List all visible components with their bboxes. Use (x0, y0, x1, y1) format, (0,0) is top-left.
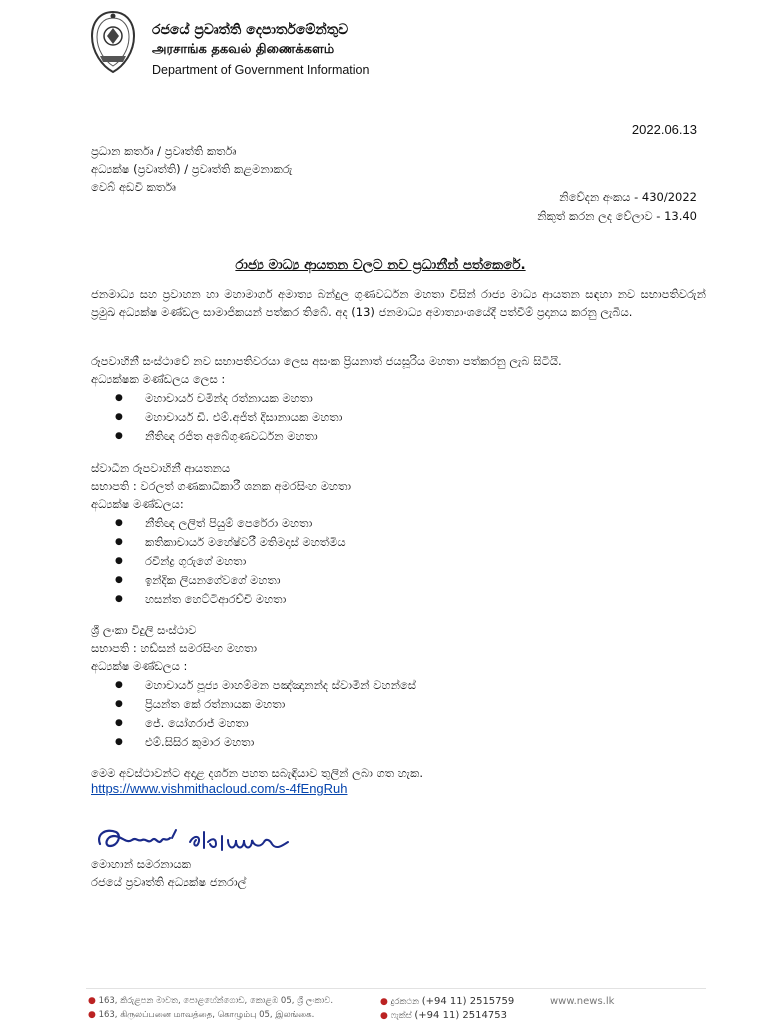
fax-icon: ● (380, 1011, 388, 1021)
list-item: ● මහාචාර්ය පූජ්‍ය මාහම්මන පඤ්ඤානන්ද ස්වාමීන් වහන්සේ (115, 676, 416, 695)
section2-members-list (115, 514, 346, 609)
footer-address-sinhala: ● 163, කිරුළපන මාවත, පොළහේන්ගොඩ, කොළඹ 05, ශ්‍රී ලංකාව. (88, 996, 334, 1006)
press-release-title: රාජ්‍ය මාධ්‍ය ආයතන වලට නව ප්‍රධානීන් පත්කෙරේ. (235, 257, 526, 273)
department-name-sinhala: රජයේ ප්‍රවෘත්ති දෙපාර්තමේන්තුව (152, 22, 349, 38)
intro-paragraph: ජනමාධ්‍ය සහ ප්‍රවාහන හා මහාමාර්ග අමාත්‍ය බන්දුල ගුණවර්ධන මහතා විසින් රාජ්‍ය මාධ්‍ය ආයතන සඳහා නව සභාපතිවරුන් ප්‍රමුඛ අධ්‍යක්ෂ මණ්ඩල සාමාජිකයන් පත්කර තිබේ. අද (13) ජනමාධ්‍ය අමාත්‍යාංශයේදී පත්වීම් ප්‍රදානය කරනු ලැබීය. (91, 287, 706, 319)
list-item: ● රවීන්ද්‍ර ගුරුගේ මහතා (115, 552, 346, 571)
department-name-tamil: அரசாங்க தகவல் திணைக்களம் (152, 42, 335, 57)
list-item: ● මහාචාර්ය ඩී. එම්.අජිත් දිසානායක මහතා (115, 408, 342, 427)
section1-members-list (115, 389, 342, 446)
department-name-english: Department of Government Information (152, 63, 370, 77)
bullet-icon: ● (88, 996, 96, 1006)
release-time: නිකුත් කරන ලද වේලාව - 13.40 (537, 209, 697, 223)
section2-board-label: අධ්‍යක්ෂ මණ්ඩලය: (91, 497, 184, 511)
recipient-line-2: අධ්‍යක්ෂ (ප්‍රවෘත්ති) / ප්‍රවෘත්ති කළමනාකරු (91, 162, 293, 176)
bullet-icon: ● (88, 1010, 96, 1020)
section3-board-label: අධ්‍යක්ෂ මණ්ඩලය : (91, 659, 188, 673)
recipient-line-1: ප්‍රධාන කර්තෘ / ප්‍රවෘත්ති කර්තෘ (91, 144, 237, 158)
section2-institution-name: ස්වාධීන රූපවාහිනී ආයතනය (91, 461, 231, 475)
list-item: ● හසන්ත හෙට්ටිආරච්චි මහතා (115, 590, 346, 609)
footer-address-tamil: ● 163, கிருலப்பனை மாவத்தை, கொழும்பு 05, இலங்கை. (88, 1010, 315, 1020)
list-item: ● නීතිඥ රජිත අබේගුණවර්ධන මහතා (115, 427, 342, 446)
section1-chairman-line: රූපවාහිනී සංස්ථාවේ නව සභාපතිවරයා ලෙස අසංක ප්‍රියනාත් ජයසූරිය මහතා පත්කරනු ලැබ සිටියි. (91, 354, 562, 368)
footage-link[interactable]: https://www.vishmithacloud.com/s-4fEngRuh (91, 781, 348, 796)
phone-icon: ● (380, 997, 388, 1007)
government-emblem-logo (86, 10, 140, 76)
footer-phone: ● දුරකථන (+94 11) 2515759 (380, 996, 515, 1007)
footer-website: www.news.lk (550, 996, 615, 1007)
list-item: ● ඉන්දික ලියනගේවගේ මහතා (115, 571, 346, 590)
footer-divider (86, 988, 706, 989)
release-date: 2022.06.13 (631, 122, 697, 137)
list-item: ● කතිකාචාර්ය මහේෂ්වරී මතිමදාස් මහත්මිය (115, 533, 346, 552)
footer-fax: ● ෆැක්ස් (+94 11) 2514753 (380, 1010, 507, 1021)
list-item: ● නීතිඥ ලලිත් පියුම් පෙරේරා මහතා (115, 514, 346, 533)
list-item: ● ප්‍රියන්ත කේ රත්නායක මහතා (115, 695, 416, 714)
closing-line: මෙම අවස්ථාවන්ට අදාළ දර්ශන පහත සබැඳියාව තුලින් ලබා ගත හැක. (91, 766, 424, 780)
list-item: ● ජේ. යෝගරාජ් මහතා (115, 714, 416, 733)
signatory-title: රජයේ ප්‍රවෘත්ති අධ්‍යක්ෂ ජනරාල් (91, 875, 247, 889)
section3-chairman-line: සභාපති : හඩ්සන් සමරසිංහ මහතා (91, 641, 258, 655)
list-item: ● මහාචාර්ය චමින්ද රත්නායක මහතා (115, 389, 342, 408)
section2-chairman-line: සභාපති : වරලත් ගණකාධිකාරී ශනක අමරසිංහ මහතා (91, 479, 352, 493)
section3-institution-name: ශ්‍රී ලංකා විදුලි සංස්ථාව (91, 623, 197, 637)
release-number: නිවේදන අංකය - 430/2022 (559, 190, 697, 204)
list-item: ● එම්.සිසිර කුමාර මහතා (115, 733, 416, 752)
section3-members-list (115, 676, 416, 752)
recipient-line-3: වෙබ් අඩවි කර්තෘ (91, 180, 176, 194)
section1-board-label: අධ්‍යක්ෂක මණ්ඩලය ලෙස : (91, 372, 226, 386)
signatory-name: මොහාන් සමරනායක (91, 857, 191, 871)
